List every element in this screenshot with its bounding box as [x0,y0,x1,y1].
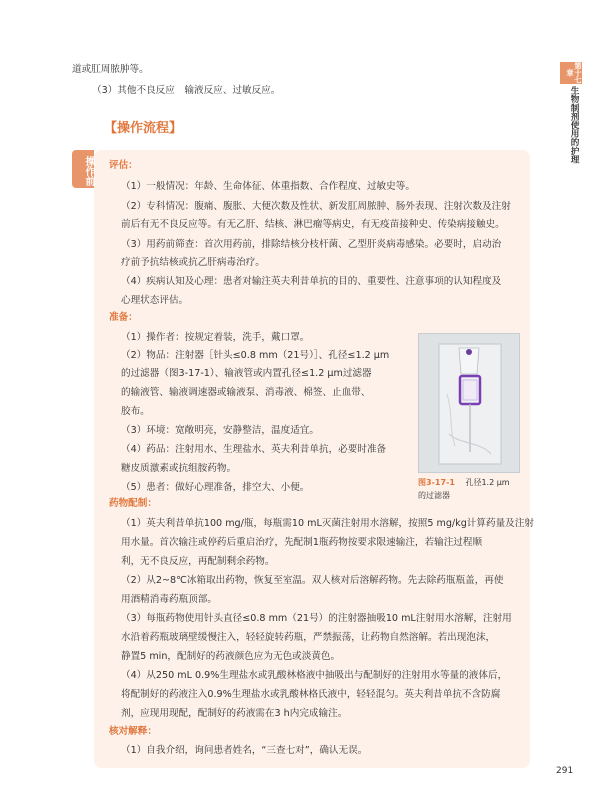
intro-line-2: （3）其他不良反应 输液反应、过敏反应。 [92,85,281,96]
preparation-line: 的输液管、输液调速器或输液泵、消毒液、棉签、止血带、 [121,387,371,398]
assessment-line: 疗前予抗结核或抗乙肝病毒治疗。 [121,257,265,268]
dispensing-line: 水沿着药瓶玻璃壁缓慢注入，轻轻旋转药瓶，严禁振荡，让药物自然溶解。若出现泡沫， [121,632,496,643]
preparation-heading: 准备： [109,312,138,323]
assessment-heading: 评估： [109,160,138,171]
dispensing-line: 剂，应现用现配，配制好的药液需在3 h内完成输注。 [121,708,348,719]
preparation-line: 胶布。 [121,406,150,417]
dispensing-line: 用水量。首次输注或停药后重启治疗，先配制1瓶药物按要求限速输注，若输注过程顺 [121,537,483,548]
dispensing-line: （3）每瓶药物使用针头直径≤0.8 mm（21号）的注射器抽吸10 mL注射用水溶解，注射用 [121,613,512,624]
preparation-line: 的过滤器（图3-17-1）、输液管或内置孔径≤1.2 μm过滤器 [121,368,372,379]
preparation-line: （3）环境：宽敞明亮，安静整洁，温度适宜。 [121,425,319,436]
dispensing-heading: 药物配制： [109,498,157,509]
preparation-line: 糖皮质激素或抗组胺药物。 [121,463,237,474]
section-title: 【操作流程】 [104,121,183,136]
filter-illustration [419,334,519,472]
preparation-line: （1）操作者：按规定着装，洗手，戴口罩。 [121,332,310,343]
figure-label: 图3-17-1 [418,478,455,487]
filter-photo [418,333,520,473]
verification-heading: 核对解释： [109,726,157,737]
assessment-line: （2）专科情况：腹痛、腹胀、大便次数及性状、新发肛周脓肿、肠外表现、注射次数及注射 [121,201,511,212]
dispensing-line: 静置5 min，配制好的药液颜色应为无色或淡黄色。 [121,651,341,662]
dispensing-line: （1）英夫利昔单抗100 mg/瓶，每瓶需10 mL灭菌注射用水溶解，按照5 mg/kg计算药量及注射 [121,518,534,529]
intro-line-1: 道或肛周脓肿等。 [72,64,149,75]
dispensing-line: 将配制好的药液注入0.9%生理盐水或乳酸林格氏液中，轻轻混匀。英夫利昔单抗不含防腐 [121,689,501,700]
dispensing-line: （2）从2~8℃冰箱取出药物，恢复至室温。双人核对后溶解药物。先去除药瓶瓶盖，再使 [121,575,504,586]
figure-caption-line-2: 的过滤器 [418,491,450,500]
chapter-title: 生物制剂使用的护理 [569,86,579,164]
assessment-line: 前后有无不良反应等。有无乙肝、结核、淋巴瘤等病史，有无疫苗接种史、传染病接触史。 [121,219,505,230]
dispensing-line: 利，无不良反应，再配制剩余药物。 [121,556,275,567]
dispensing-line: （4）从250 mL 0.9%生理盐水或乳酸林格液中抽吸出与配制好的注射用水等量的液体后， [121,670,508,681]
figure-caption-text: 孔径1.2 μm [465,478,510,487]
assessment-line: （4）疾病认知及心理：患者对输注英夫利昔单抗的目的、重要性、注意事项的认知程度及 [121,276,502,287]
page-number: 291 [556,766,574,776]
assessment-line: （1）一般情况：年龄、生命体征、体重指数、合作程度、过敏史等。 [121,181,415,192]
figure-caption [418,477,510,488]
preparation-line: （2）物品：注射器［针头≤0.8 mm（21号）］、孔径≤1.2 μm [121,350,390,361]
operation-stage-tab: 操作前 [72,150,94,188]
chapter-tab: 第十七章 [560,62,582,84]
preparation-line: （4）药品：注射用水、生理盐水、英夫利昔单抗，必要时准备 [121,444,387,455]
verification-line: （1）自我介绍，询问患者姓名，“三查七对”，确认无误。 [121,745,368,756]
dispensing-line: 用酒精消毒药瓶顶部。 [121,594,217,605]
assessment-line: 心理状态评估。 [121,295,189,306]
preparation-line: （5）患者：做好心理准备，排空大、小便。 [121,482,310,493]
assessment-line: （3）用药前筛查：首次用药前，排除结核分枝杆菌、乙型肝炎病毒感染。必要时，启动治 [121,239,502,250]
